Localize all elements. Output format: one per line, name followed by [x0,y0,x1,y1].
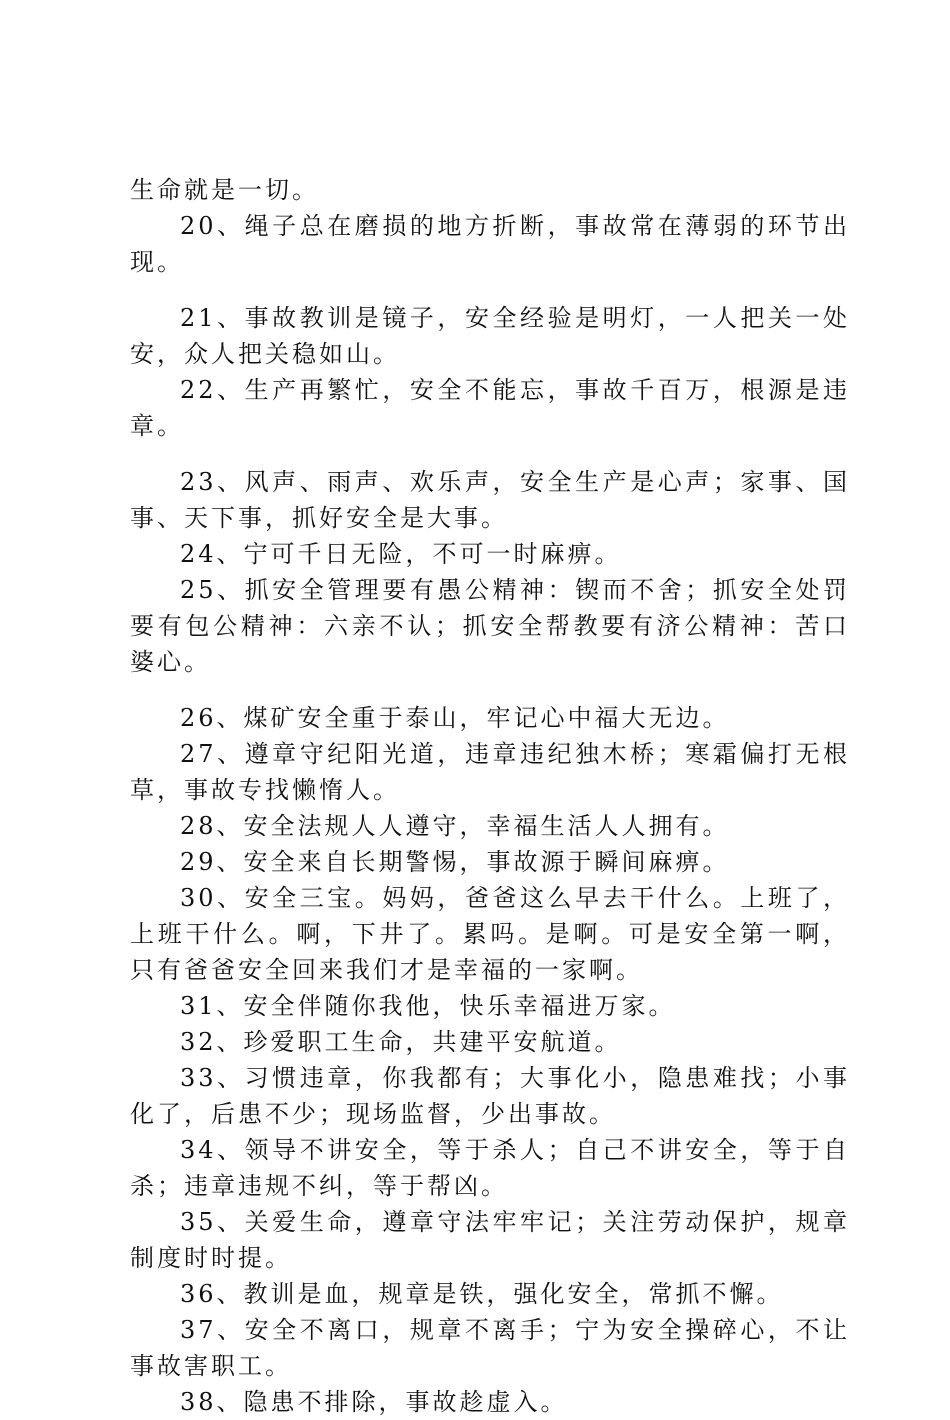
paragraph-21: 21、事故教训是镜子，安全经验是明灯，一人把关一处安，众人把关稳如山。 [130,304,850,368]
paragraph-20: 20、绳子总在磨损的地方折断，事故常在薄弱的环节出现。 [130,212,850,276]
paragraph-24: 24、宁可千日无险，不可一时麻痹。 [180,540,622,568]
paragraph-22: 22、生产再繁忙，安全不能忘，事故千百万，根源是违章。 [130,376,850,440]
paragraph-30: 30、安全三宝。妈妈，爸爸这么早去干什么。上班了，上班干什么。啊，下井了。累吗。是啊。可是安全第一啊，只有爸爸安全回来我们才是幸福的一家啊。 [130,884,850,984]
paragraph-37: 37、安全不离口，规章不离手；宁为安全操碎心，不让事故害职工。 [130,1316,850,1380]
paragraph-28: 28、安全法规人人遵守，幸福生活人人拥有。 [180,812,730,840]
paragraph-35: 35、关爱生命，遵章守法牢牢记；关注劳动保护，规章制度时时提。 [130,1208,850,1272]
paragraph-29: 29、安全来自长期警惕，事故源于瞬间麻痹。 [180,848,730,876]
paragraph-33: 33、习惯违章，你我都有；大事化小，隐患难找；小事化了，后患不少；现场监督，少出事故。 [130,1064,850,1128]
document-body [130,172,850,1420]
paragraph-0: 生命就是一切。 [130,176,319,204]
paragraph-34: 34、领导不讲安全，等于杀人；自己不讲安全，等于自杀；违章违规不纠，等于帮凶。 [130,1136,850,1200]
paragraph-27: 27、遵章守纪阳光道，违章违纪独木桥；寒霜偏打无根草，事故专找懒惰人。 [130,740,850,804]
paragraph-32: 32、珍爱职工生命，共建平安航道。 [180,1028,622,1056]
paragraph-25: 25、抓安全管理要有愚公精神：锲而不舍；抓安全处罚要有包公精神：六亲不认；抓安全帮教要有济公精神：苦口婆心。 [130,576,850,676]
paragraph-26: 26、煤矿安全重于泰山，牢记心中福大无边。 [180,704,730,732]
paragraph-23: 23、风声、雨声、欢乐声，安全生产是心声；家事、国事、天下事，抓好安全是大事。 [130,468,850,532]
paragraph-31: 31、安全伴随你我他，快乐幸福进万家。 [180,992,676,1020]
paragraph-36: 36、教训是血，规章是铁，强化安全，常抓不懈。 [180,1280,784,1308]
paragraph-38: 38、隐患不排除，事故趁虚入。 [180,1388,568,1416]
